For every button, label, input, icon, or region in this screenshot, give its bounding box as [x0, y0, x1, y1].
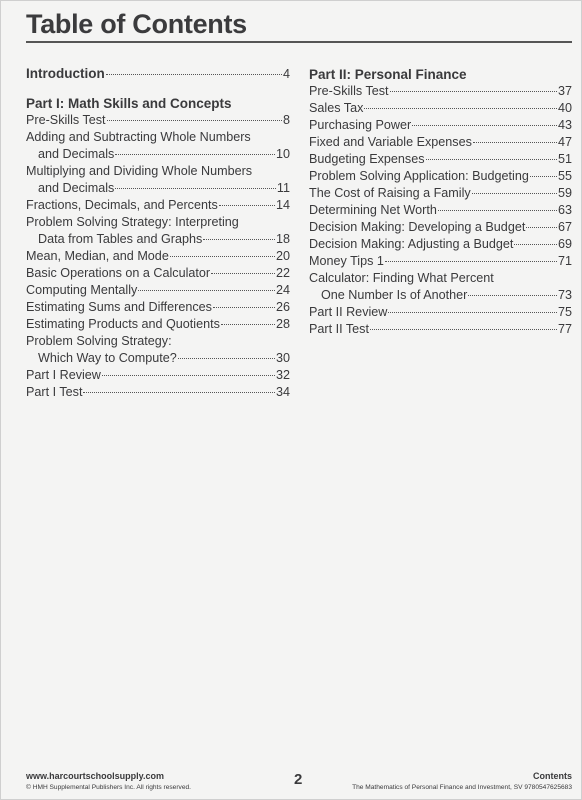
dot-leader	[213, 307, 275, 308]
entry-page-number: 11	[276, 181, 290, 195]
toc-entry[interactable]	[26, 316, 290, 333]
dot-leader	[211, 273, 275, 274]
dot-leader	[438, 210, 557, 211]
toc-entry[interactable]	[26, 112, 290, 129]
dot-leader	[364, 108, 557, 109]
dot-leader	[115, 154, 275, 155]
dot-leader	[514, 244, 557, 245]
dot-leader	[138, 290, 275, 291]
toc-entry[interactable]	[26, 129, 290, 163]
toc-entry[interactable]	[309, 202, 572, 219]
toc-entry[interactable]	[309, 117, 572, 134]
entry-page-number: 47	[557, 135, 572, 149]
page-title: Table of Contents	[26, 9, 247, 39]
left-column	[26, 66, 290, 401]
toc-entry[interactable]	[26, 214, 290, 248]
toc-entry[interactable]	[26, 367, 290, 384]
dot-leader	[468, 295, 557, 296]
entry-page-number: 67	[557, 220, 572, 234]
toc-entry[interactable]	[309, 100, 572, 117]
entry-title: Basic Operations on a Calculator	[26, 266, 211, 280]
entry-page-number: 63	[557, 203, 572, 217]
page-number: 2	[294, 771, 303, 788]
entry-title: Adding and Subtracting Whole Numbers	[26, 130, 251, 144]
entry-title: Estimating Sums and Differences	[26, 300, 212, 314]
entry-page-number: 43	[557, 118, 572, 132]
entry-page-number: 71	[557, 254, 572, 268]
entry-title: Pre-Skills Test	[26, 113, 106, 127]
toc-entry[interactable]	[26, 333, 290, 367]
dot-leader	[107, 120, 282, 121]
entry-title: Introduction	[26, 66, 105, 81]
entry-title-continuation: Which Way to Compute?	[38, 351, 177, 365]
dot-leader	[178, 358, 275, 359]
part1-heading: Part I: Math Skills and Concepts	[26, 96, 232, 111]
entry-title: Part I Test	[26, 385, 83, 399]
entry-title-continuation: Data from Tables and Graphs	[38, 232, 203, 246]
entry-page-number: 22	[275, 266, 290, 280]
title-rule	[26, 41, 572, 43]
toc-entry[interactable]	[26, 265, 290, 282]
toc-entry[interactable]	[309, 185, 572, 202]
dot-leader	[221, 324, 275, 325]
dot-leader	[203, 239, 275, 240]
toc-entry[interactable]	[26, 197, 290, 214]
entry-page-number: 75	[557, 305, 572, 319]
entry-title: Decision Making: Developing a Budget	[309, 220, 526, 234]
dot-leader	[170, 256, 275, 257]
dot-leader	[530, 176, 557, 177]
toc-entry[interactable]	[309, 134, 572, 151]
dot-leader	[412, 125, 557, 126]
toc-entry[interactable]	[26, 282, 290, 299]
entry-title: Purchasing Power	[309, 118, 412, 132]
section-name: Contents	[533, 771, 572, 781]
entry-title-continuation: One Number Is of Another	[321, 288, 468, 302]
entry-title: Determining Net Worth	[309, 203, 437, 217]
toc-entry-introduction[interactable]	[26, 66, 290, 83]
entry-title: Money Tips 1	[309, 254, 384, 268]
dot-leader	[473, 142, 557, 143]
entry-title: Decision Making: Adjusting a Budget	[309, 237, 514, 251]
entry-page-number: 28	[275, 317, 290, 331]
toc-entry[interactable]	[26, 163, 290, 197]
entry-page-number: 30	[275, 351, 290, 365]
dot-leader	[388, 312, 557, 313]
entry-page-number: 4	[282, 67, 290, 81]
entry-title: Sales Tax	[309, 101, 364, 115]
entry-title: Fixed and Variable Expenses	[309, 135, 472, 149]
toc-entry[interactable]	[309, 236, 572, 253]
entry-page-number: 59	[557, 186, 572, 200]
toc-entry[interactable]	[309, 253, 572, 270]
toc-entry[interactable]	[309, 219, 572, 236]
entry-page-number: 32	[275, 368, 290, 382]
dot-leader	[102, 375, 275, 376]
entry-page-number: 34	[275, 385, 290, 399]
part2-entry-list	[309, 83, 572, 338]
entry-title: Estimating Products and Quotients	[26, 317, 220, 331]
entry-title: Pre-Skills Test	[309, 84, 389, 98]
toc-entry[interactable]	[309, 151, 572, 168]
entry-page-number: 26	[275, 300, 290, 314]
footer-right	[352, 771, 572, 793]
entry-title: Computing Mentally	[26, 283, 138, 297]
entry-title: Part II Test	[309, 322, 369, 336]
toc-entry[interactable]	[26, 248, 290, 265]
toc-entry[interactable]	[309, 168, 572, 185]
toc-entry[interactable]	[309, 321, 572, 338]
toc-entry[interactable]	[26, 299, 290, 316]
entry-page-number: 77	[557, 322, 572, 336]
dot-leader	[426, 159, 557, 160]
footer-left	[26, 771, 191, 793]
entry-title: Mean, Median, and Mode	[26, 249, 169, 263]
toc-entry[interactable]	[26, 384, 290, 401]
right-column	[309, 66, 572, 338]
dot-leader	[115, 188, 276, 189]
publisher-website: www.harcourtschoolsupply.com	[26, 771, 165, 781]
part1-entry-list	[26, 112, 290, 401]
dot-leader	[83, 392, 275, 393]
dot-leader	[526, 227, 557, 228]
toc-entry[interactable]	[309, 304, 572, 321]
dot-leader	[385, 261, 557, 262]
entry-page-number: 51	[557, 152, 572, 166]
entry-page-number: 37	[557, 84, 572, 98]
dot-leader	[390, 91, 557, 92]
book-title: The Mathematics of Personal Finance and Investment, SV 9780547625683	[352, 784, 572, 791]
dot-leader	[472, 193, 557, 194]
entry-page-number: 20	[275, 249, 290, 263]
entry-page-number: 14	[275, 198, 290, 212]
entry-title: Part II Review	[309, 305, 388, 319]
entry-title: Part I Review	[26, 368, 101, 382]
entry-page-number: 73	[557, 288, 572, 302]
entry-title: The Cost of Raising a Family	[309, 186, 471, 200]
copyright-notice: © HMH Supplemental Publishers Inc. All rights reserved.	[26, 784, 192, 791]
entry-title: Problem Solving Strategy:	[26, 334, 172, 348]
entry-title: Problem Solving Strategy: Interpreting	[26, 215, 239, 229]
entry-title: Budgeting Expenses	[309, 152, 425, 166]
dot-leader	[219, 205, 275, 206]
entry-page-number: 10	[275, 147, 290, 161]
entry-page-number: 18	[275, 232, 290, 246]
entry-title: Multiplying and Dividing Whole Numbers	[26, 164, 253, 178]
entry-page-number: 40	[557, 101, 572, 115]
entry-title: Problem Solving Application: Budgeting	[309, 169, 529, 183]
toc-entry[interactable]	[309, 270, 572, 304]
toc-entry[interactable]	[309, 83, 572, 100]
part2-heading: Part II: Personal Finance	[309, 67, 467, 82]
entry-page-number: 24	[275, 283, 290, 297]
entry-page-number: 69	[557, 237, 572, 251]
entry-title: Fractions, Decimals, and Percents	[26, 198, 218, 212]
entry-page-number: 55	[557, 169, 572, 183]
dot-leader	[106, 74, 282, 75]
entry-title-continuation: and Decimals	[38, 147, 115, 161]
entry-title: Calculator: Finding What Percent	[309, 271, 494, 285]
dot-leader	[370, 329, 557, 330]
entry-title-continuation: and Decimals	[38, 181, 115, 195]
entry-page-number: 8	[282, 113, 290, 127]
